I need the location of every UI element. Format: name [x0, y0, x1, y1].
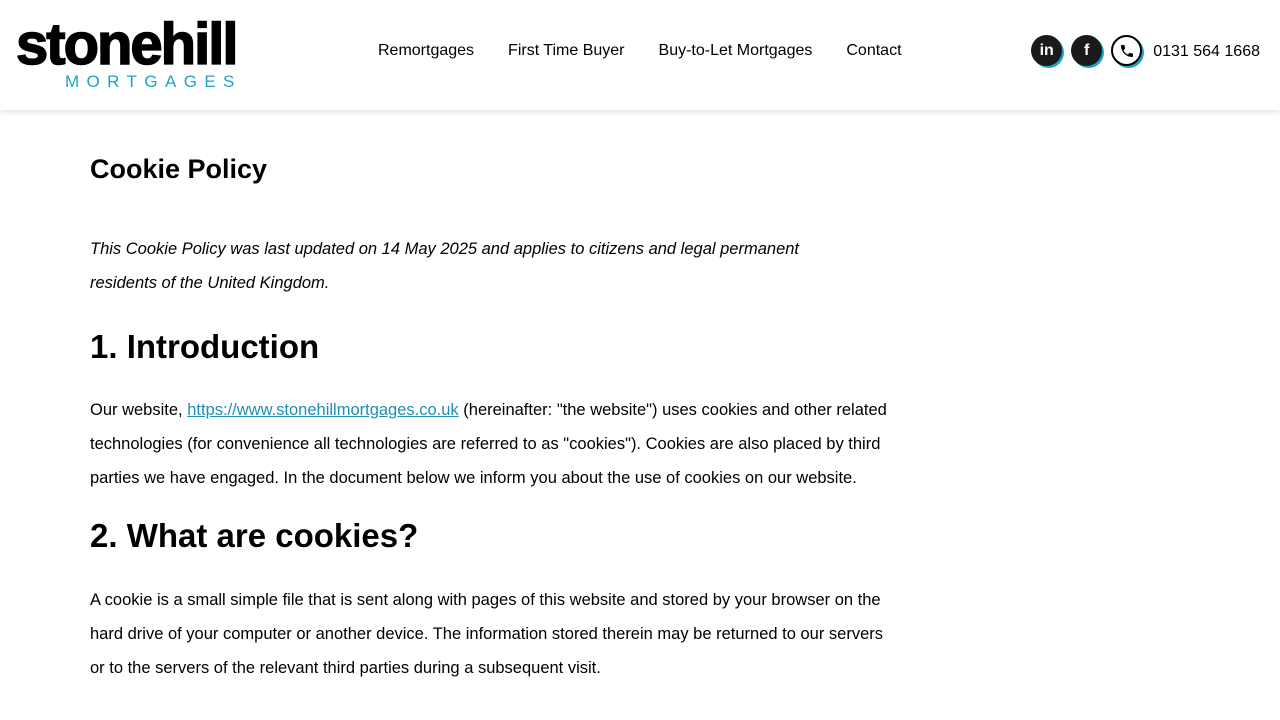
phone-number-link[interactable]: 0131 564 1668	[1153, 43, 1260, 60]
nav-item-remortgages[interactable]: Remortgages	[378, 42, 475, 59]
logo-wordmark: stonehill	[16, 12, 237, 77]
phone-link[interactable]	[1111, 35, 1145, 69]
section-heading-introduction: 1. Introduction	[90, 328, 320, 365]
intro-text-end: (hereinafter: "the website") uses cookies and other related technologies (for convenience all technologies are referred to as "cookies"). Cookies are also placed by third parties we have engaged. In the document below we inform you about the use of cookies on our website.	[90, 401, 887, 487]
page-title: Cookie Policy	[90, 154, 268, 184]
phone-icon-glyph	[1119, 43, 1135, 59]
website-link[interactable]: https://www.stonehillmortgages.co.uk	[187, 401, 459, 419]
phone-icon	[1111, 35, 1142, 66]
introduction-paragraph	[90, 393, 890, 495]
main-nav	[378, 41, 902, 61]
nav-item-first-time-buyer[interactable]: First Time Buyer	[508, 42, 625, 59]
nav-item-buy-to-let[interactable]: Buy-to-Let Mortgages	[658, 42, 813, 59]
site-header	[0, 0, 1280, 110]
what-are-cookies-paragraph: A cookie is a small simple file that is sent along with pages of this website and stored by your browser on the hard drive of your computer or another device. The information stored therein may be returned to our servers or to the servers of the relevant third parties during a subsequent visit.	[90, 591, 884, 677]
last-updated-note: This Cookie Policy was last updated on 14 May 2025 and applies to citizens and legal permanent residents of the United Kingdom.	[90, 240, 800, 292]
logo-link[interactable]	[16, 14, 256, 94]
facebook-icon: f	[1071, 35, 1102, 66]
intro-text-start: Our website,	[90, 401, 188, 419]
main-content	[90, 150, 890, 685]
section-heading-what-are-cookies: 2. What are cookies?	[90, 517, 419, 554]
facebook-link[interactable]	[1071, 35, 1105, 69]
linkedin-icon: in	[1031, 35, 1062, 66]
linkedin-link[interactable]	[1031, 35, 1065, 69]
header-contact	[1031, 35, 1260, 69]
logo-tagline: MORTGAGES	[65, 72, 242, 91]
nav-item-contact[interactable]: Contact	[846, 42, 902, 59]
